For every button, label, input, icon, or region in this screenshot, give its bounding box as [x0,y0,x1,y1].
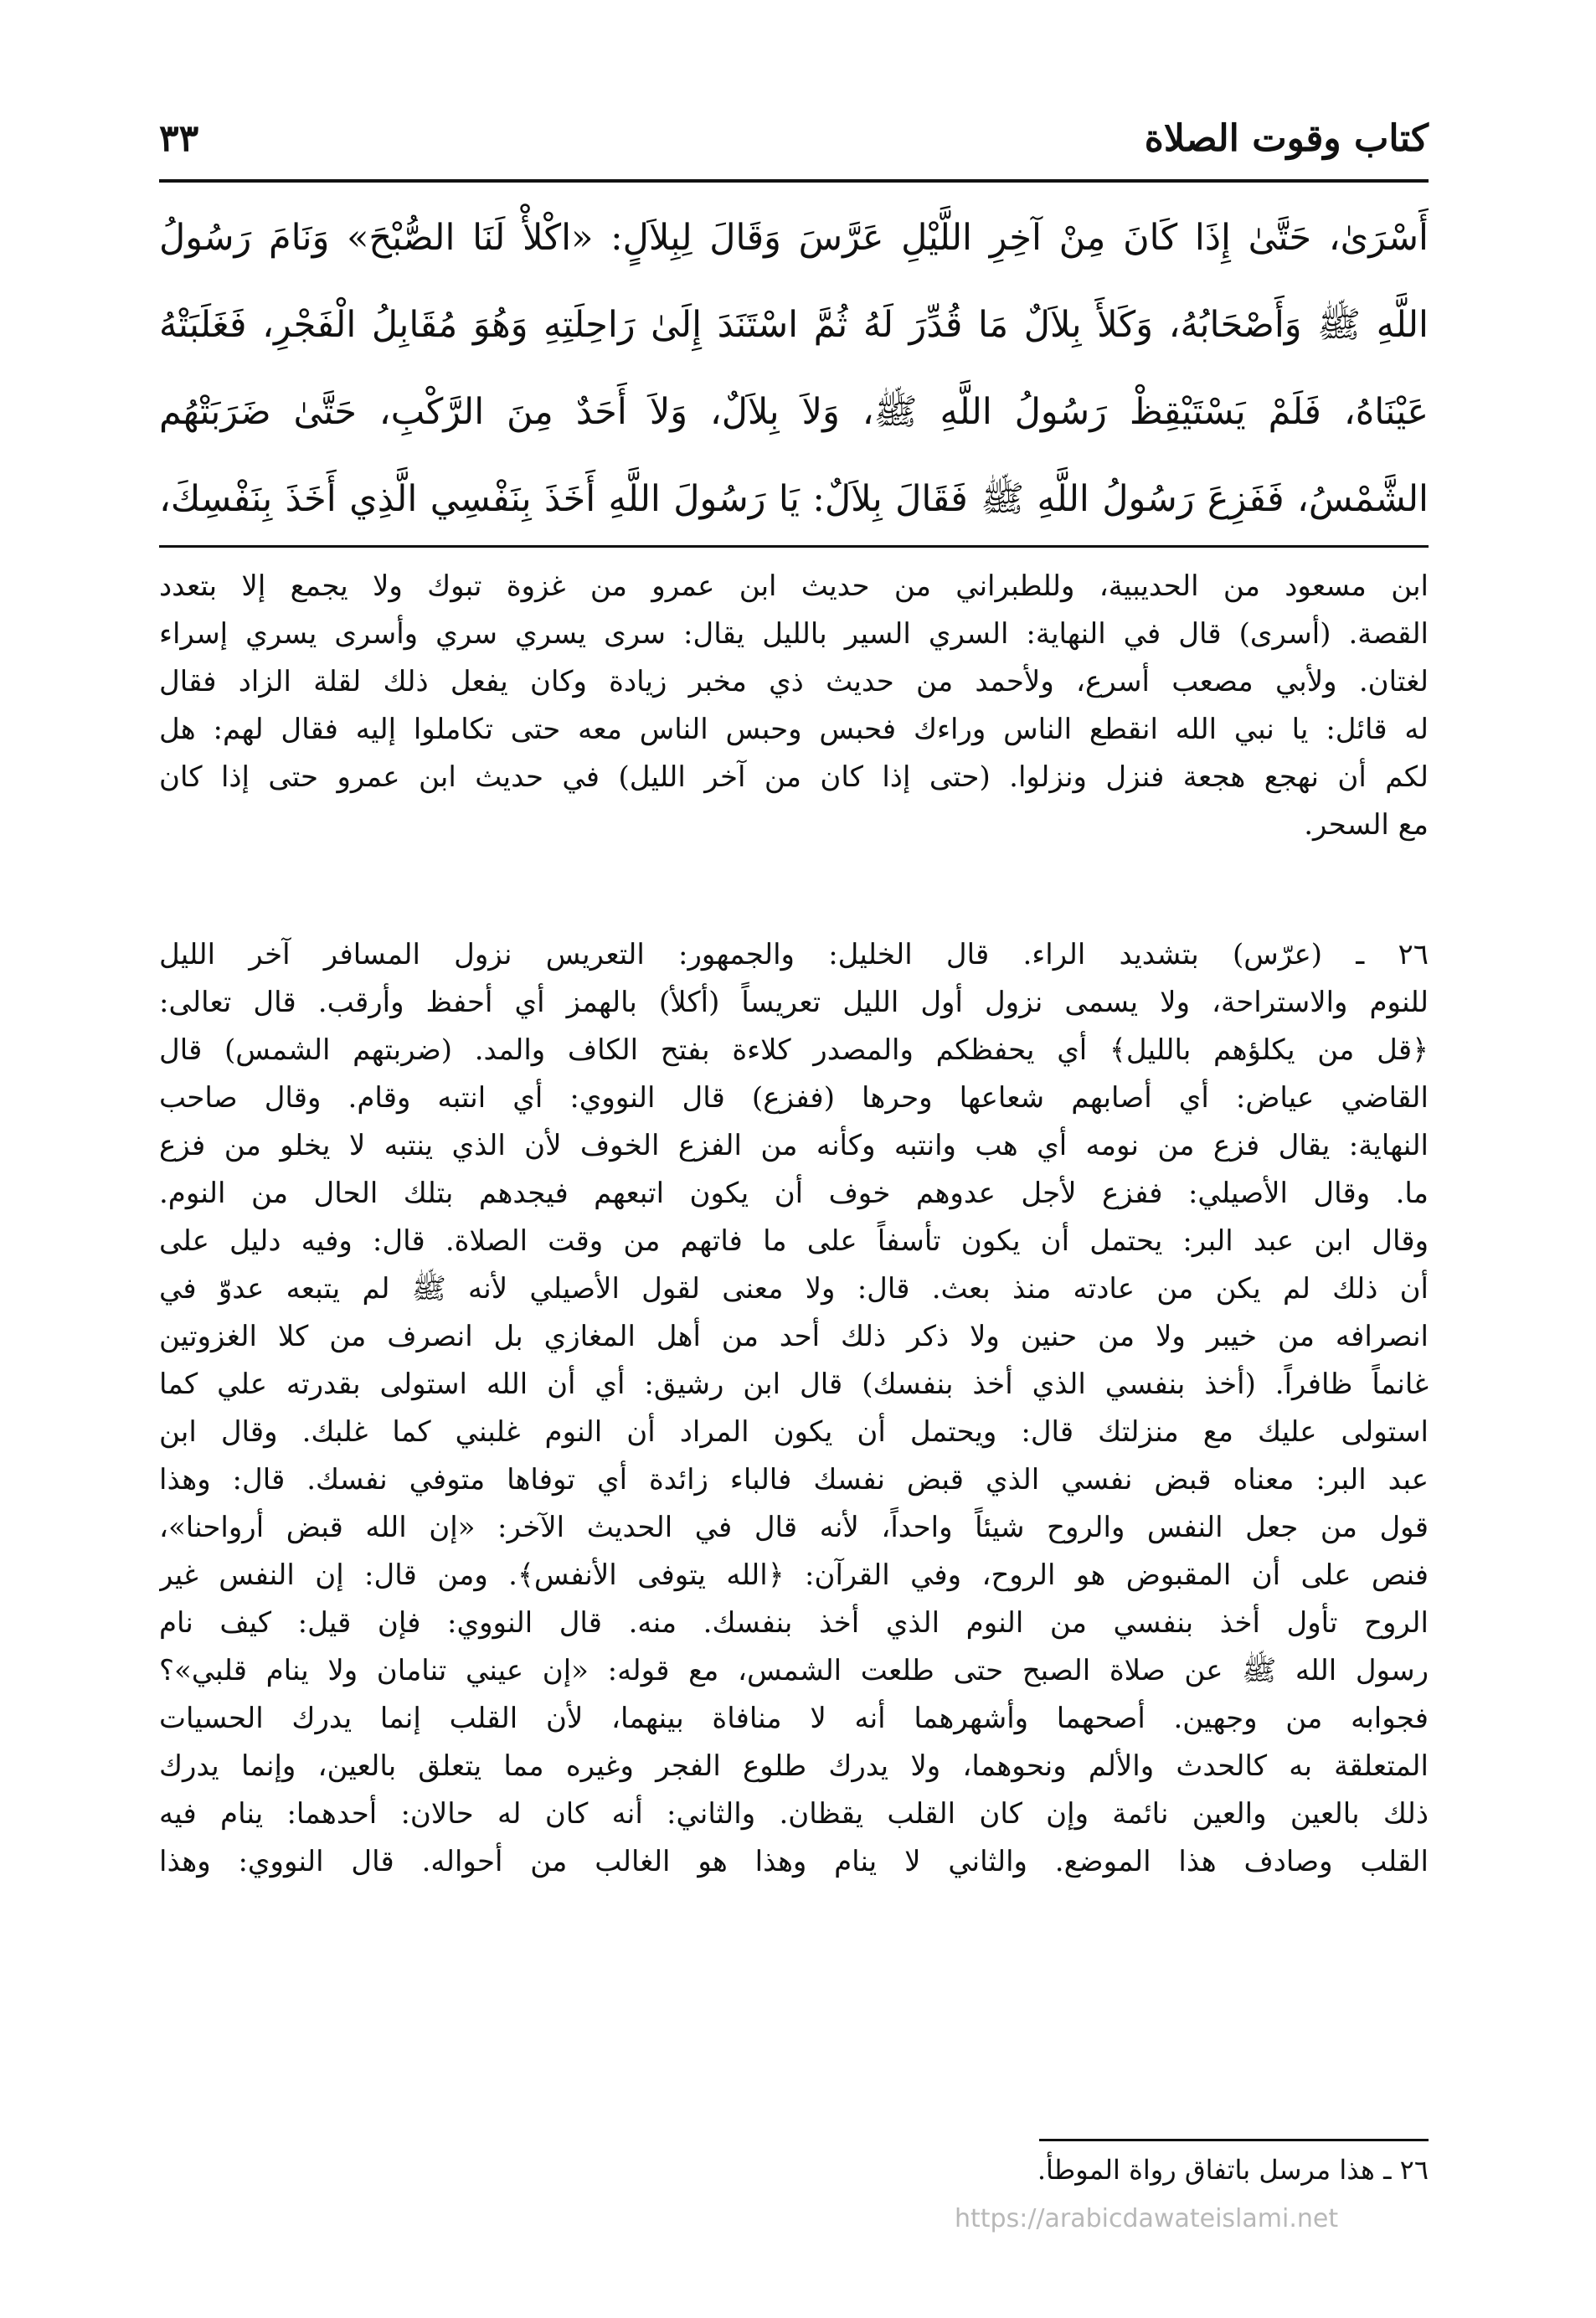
commentary-line: أن ذلك لم يكن من عادته منذ بعث. قال: ولا معنى لقول الأصيلي لأنه ﷺ لم يتبعه عدوّ في [159,1272,1429,1306]
hadith-line: الشَّمْسُ، فَفَزِعَ رَسُولُ اللَّهِ ﷺ فَقَالَ بِلاَلٌ: يَا رَسُولَ اللَّهِ أَخَذَ بِنَفْسِي الَّذِي أَخَذَ بِنَفْسِكَ، [159,478,1429,520]
hadith-text [159,194,1429,543]
commentary-line: ٢٦ ـ (عرّس) بتشديد الراء. قال الخليل: والجمهور: التعريس نزول المسافر آخر الليل [159,938,1429,971]
commentary-line: عبد البر: معناه قبض نفسي الذي قبض نفسك فالباء زائدة أي توفاها متوفي نفسك. قال: وهذا [159,1463,1429,1496]
chapter-title: كتاب وقوت الصلاة [1144,117,1429,160]
commentary-line: قول من جعل النفس والروح شيئاً واحداً، لأنه قال في الحديث الآخر: «إن الله قبض أرواحنا»، [159,1511,1429,1544]
commentary-line: وقال ابن عبد البر: يحتمل أن يكون تأسفاً على ما فاتهم من وقت الصلاة. قال: وفيه دليل على [159,1224,1429,1258]
commentary-line: لغتان. ولأبي مصعب أسرع، ولأحمد من حديث ذي مخبر زيادة وكان يفعل ذلك لقلة الزاد فقال [159,665,1429,698]
commentary-line: ﴿قل من يكلؤهم بالليل﴾ أي يحفظكم والمصدر كلاءة بفتح الكاف والمد. (ضربتهم الشمس) قال [159,1033,1429,1067]
page-number: ٣٣ [159,117,199,160]
hadith-line: اللَّهِ ﷺ وَأَصْحَابُهُ، وَكَلأَ بِلاَلٌ مَا قُدِّرَ لَهُ ثُمَّ اسْتَنَدَ إِلَىٰ رَاحِلَتِهِ وَهُوَ مُقَابِلُ الْفَجْرِ، فَغَلَبَتْهُ [159,304,1429,346]
commentary-block-1 [159,563,1429,849]
watermark-url: https://arabicdawateislami.net [955,2204,1339,2233]
commentary-line: رسول الله ﷺ عن صلاة الصبح حتى طلعت الشمس، مع قوله: «إن عيني تنامان ولا ينام قلبي»؟ [159,1654,1429,1687]
commentary-line: الروح تأول أخذ بنفسي من النوم الذي أخذ بنفسك. منه. قال النووي: فإن قيل: كيف نام [159,1606,1429,1640]
commentary-line: مع السحر. [1304,808,1429,842]
commentary-line: النهاية: يقال فزع من نومه أي هب وانتبه وكأنه من الفزع الخوف لأن الذي ينتبه لا يخلو من فزع [159,1129,1429,1162]
commentary-line: استولى عليك مع منزلتك قال: ويحتمل أن يكون المراد أن النوم غلبني كما غلبك. وقال ابن [159,1415,1429,1449]
footnote-divider [1039,2139,1429,2141]
commentary-block-2 [159,931,1429,1886]
commentary-divider [159,545,1429,548]
commentary-line: غانماً ظافراً. (أخذ بنفسي الذي أخذ بنفسك) قال ابن رشيق: أي أن الله استولى بقدرته علي كما [159,1368,1429,1401]
commentary-line: فجوابه من وجهين. أصحهما وأشهرهما أنه لا منافاة بينهما، لأن القلب إنما يدرك الحسيات [159,1702,1429,1735]
hadith-line: عَيْنَاهُ، فَلَمْ يَسْتَيْقِظْ رَسُولُ اللَّهِ ﷺ، وَلاَ بِلاَلٌ، وَلاَ أَحَدٌ مِنَ الرَّكْبِ، حَتَّىٰ ضَرَبَتْهُم [159,391,1429,433]
commentary-line: ذلك بالعين والعين نائمة وإن كان القلب يقظان. والثاني: أنه كان له حالان: أحدهما: ينام فيه [159,1797,1429,1831]
commentary-line: المتعلقة به كالحدث والألم ونحوهما، ولا يدرك طلوع الفجر وغيره مما يتعلق بالعين، وإنما يدرك [159,1749,1429,1783]
footnote: ٢٦ ـ هذا مرسل باتفاق رواة الموطأ. [1037,2154,1429,2186]
commentary-line: ابن مسعود من الحديبية، وللطبراني من حديث ابن عمرو من غزوة تبوك ولا يجمع إلا بتعدد [159,569,1429,603]
commentary-line: ما. وقال الأصيلي: ففزع لأجل عدوهم خوف أن يكون اتبعهم فيجدهم بتلك الحال من النوم. [159,1177,1429,1210]
commentary-line: القاضي عياض: أي أصابهم شعاعها وحرها (ففزع) قال النووي: أي انتبه وقام. وقال صاحب [159,1081,1429,1115]
commentary-line: انصرافه من خيبر ولا من حنين ولا ذكر ذلك أحد من أهل المغازي بل انصرف من كلا الغزوتين [159,1320,1429,1353]
commentary-line: لكم أن نهجع هجعة فنزل ونزلوا. (حتى إذا كان من آخر الليل) في حديث ابن عمرو حتى إذا كان [159,760,1429,794]
commentary-line: له قائل: يا نبي الله انقطع الناس وراءك فحبس وحبس الناس معه حتى تكاملوا إليه فقال لهم: هل [159,713,1429,746]
commentary-line: للنوم والاستراحة، ولا يسمى نزول أول الليل تعريساً (أكلأ) بالهمز أي أحفظ وأرقب. قال تعالى: [159,986,1429,1019]
commentary-line: فنص على أن المقبوض هو الروح، وفي القرآن: ﴿الله يتوفى الأنفس﴾. ومن قال: إن النفس غير [159,1558,1429,1592]
commentary-line: القصة. (أسرى) قال في النهاية: السري السير بالليل يقال: سرى يسري سري وأسرى يسري إسراء [159,617,1429,651]
hadith-line: أَسْرَىٰ، حَتَّىٰ إِذَا كَانَ مِنْ آخِرِ اللَّيْلِ عَرَّسَ وَقَالَ لِبِلاَلٍ: «اكْلأْ لَنَا الصُّبْحَ» وَنَامَ رَسُولُ [159,217,1429,259]
commentary-line: القلب وصادف هذا الموضع. والثاني لا ينام وهذا هو الغالب من أحواله. قال النووي: وهذا [159,1845,1429,1878]
header-divider [159,179,1429,183]
page-header [159,117,1429,176]
